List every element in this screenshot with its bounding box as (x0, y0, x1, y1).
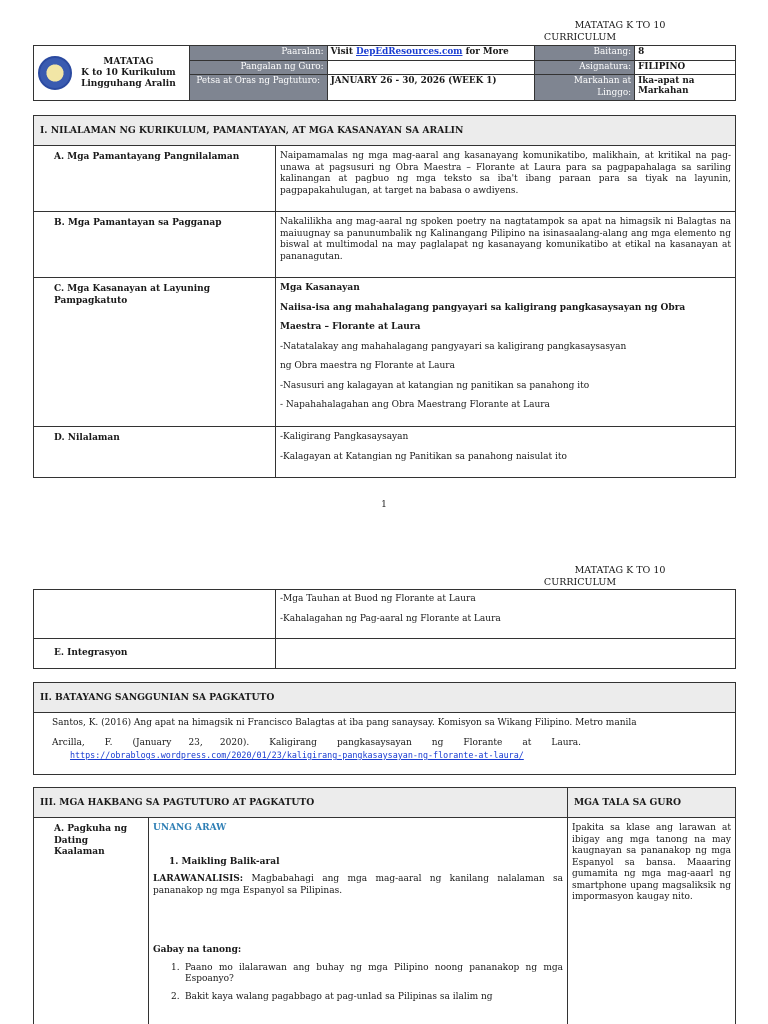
guro-label: Pangalan ng Guro: (189, 60, 327, 75)
kasanayan-label: C. Mga Kasanayan at Layuning Pampagkatuto (34, 278, 276, 427)
integrasyon-value (276, 639, 736, 669)
kasanayan-line: -Nasusuri ang kalagayan at katangian ng panitikan sa panahong ito (280, 380, 590, 391)
kasanayan-line: Naiisa-isa ang mahahalagang pangyayari sa kaligirang pangkasaysayan ng Obra (280, 302, 686, 313)
notes-title: MGA TALA SA GURO (568, 788, 736, 818)
section2-table (33, 682, 736, 775)
guro-value (327, 60, 535, 75)
deped-seal-icon (38, 56, 72, 90)
list-item: 1. Paano mo ilalarawan ang buhay ng mga Pilipino noong pananakop ng mga Espoanyo? (171, 962, 563, 984)
logo-title-1: MATATAG (103, 56, 154, 67)
list-item: 2. Bakit kaya walang pagabbago at pag-unlad sa Pilipinas sa ilalim ng (171, 991, 493, 1002)
page-number: 1 (381, 500, 387, 510)
pagkuha-label: A. Pagkuha ng Dating Kaalaman (34, 818, 149, 1024)
kasanayan-line: Mga Kasanayan (280, 283, 360, 293)
nilalaman-line: -Kalagayan at Katangian ng Panitikan sa panahong naisulat ito (280, 451, 567, 462)
pamantayang-pangnilalaman-label: A. Mga Pamantayang Pangnilalaman (34, 146, 276, 212)
curriculum-line1: MATATAG K TO 10 (574, 20, 666, 31)
section2-title: II. BATAYANG SANGGUNIAN SA PAGKATUTO (34, 683, 736, 713)
logo-title-2: K to 10 Kurikulum (81, 67, 176, 78)
asignatura-label: Asignatura: (535, 60, 635, 75)
nilalaman-line: -Mga Tauhan at Buod ng Florante at Laura (280, 594, 476, 604)
kasanayan-line: - Napahahalagahan ang Obra Maestrang Florante at Laura (280, 400, 550, 410)
baitang-label: Baitang: (535, 46, 635, 61)
petsa-value: JANUARY 26 - 30, 2026 (WEEK 1) (327, 75, 535, 101)
integrasyon-label: E. Integrasyon (34, 639, 276, 669)
curriculum-line1: MATATAG K TO 10 (574, 565, 666, 576)
reference-2: Arcilla, F. (January 23, 2020). Kaligirang pangkasaysayan ng Florante at Laura. (52, 738, 582, 748)
markahan-value: Ika-apat na Markahan (635, 75, 736, 101)
gabay-heading: Gabay na tanong: (153, 945, 242, 955)
kasanayan-line: ng Obra maestra ng Florante at Laura (280, 361, 455, 371)
unang-araw-heading: UNANG ARAW (153, 823, 227, 833)
balik-aral-item: 1. Maikling Balik-aral (169, 856, 280, 867)
logo-title-3: Lingguhang Aralin (81, 78, 176, 89)
curriculum-line2: CURRICULUM (543, 32, 617, 43)
nilalaman-line: -Kahalagahan ng Pag-aaral ng Florante at Laura (280, 613, 501, 624)
pamantayan-pagganap-text: Nakalilikha ang mag-aaral ng spoken poetry na nagtatampok sa apat na himagsik ni Balagtas na maiuugnay sa panunumbalik ng Kalinangang Pilipino na isinasaalang-alang ang mga elemento ng biswal at multimodal na may paglalapat ng kasanayang komunikatibo at etikal na kasanayan at pananagutan. (276, 212, 736, 278)
reference-2-link[interactable]: https://obrablogs.wordpress.com/2020/01/23/kaligirang-pangkasaysayan-ng-florante-at-laura/ (70, 750, 524, 760)
asignatura-value: FILIPINO (635, 60, 736, 75)
pamantayan-pagganap-label: B. Mga Pamantayan sa Pagganap (34, 212, 276, 278)
continuation-table (33, 589, 736, 669)
reference-1: Santos, K. (2016) Ang apat na himagsik ni Francisco Balagtas at iba pang sanaysay. Komisyon sa Wikang Filipino. Metro manila (52, 718, 637, 728)
paaralan-label: Paaralan: (189, 46, 327, 61)
header-table (33, 45, 736, 101)
curriculum-header (470, 565, 710, 589)
petsa-label: Petsa at Oras ng Pagtuturo: (189, 75, 327, 101)
nilalaman-content (276, 427, 736, 478)
pamantayang-pangnilalaman-text: Naipamamalas ng mga mag-aaral ang kasanayang komunikatibo, malikhain, at kritikal na pag-unawa at pagsusuri ng Obra Maestra – Florante at Laura para sa pagpapahalaga sa sariling kalinangan at pagbuo ng mga teksto sa iba't ibang paraan para sa tiyak na layunin, pagpapakahulugan, at target na babasa o awdiyens. (276, 146, 736, 212)
guide-questions (153, 963, 563, 1004)
baitang-value: 8 (635, 46, 736, 61)
logo-cell (34, 46, 190, 101)
nilalaman-cont (276, 590, 736, 639)
markahan-label: Markahan at Linggo: (535, 75, 635, 101)
curriculum-header (470, 20, 710, 44)
section1-title: I. NILALAMAN NG KURIKULUM, PAMANTAYAN, AT MGA KASANAYAN SA ARALIN (34, 116, 736, 146)
depedresources-link[interactable]: DepEdResources.com (356, 47, 463, 57)
kasanayan-content (276, 278, 736, 427)
nilalaman-line: -Kaligirang Pangkasaysayan (280, 432, 409, 442)
curriculum-line2: CURRICULUM (543, 577, 617, 588)
empty-label-cell (34, 590, 276, 639)
section3-table (33, 787, 736, 1024)
section1-table (33, 115, 736, 478)
section3-title: III. MGA HAKBANG SA PAGTUTURO AT PAGKATUTO (34, 788, 568, 818)
larawanalisis-text: LARAWANALISIS: Magbabahagi ang mga mag-aaral ng kanilang nalalaman sa pananakop ng mga Espanyol sa Pilipinas. (153, 874, 563, 896)
references-cell (34, 713, 736, 775)
paaralan-value: Visit DepEdResources.com for More (327, 46, 535, 61)
kasanayan-line: Maestra – Florante at Laura (280, 322, 421, 332)
nilalaman-label: D. Nilalaman (34, 427, 276, 478)
kasanayan-line: -Natatalakay ang mahahalagang pangyayari sa kaligirang pangkasaysasyan (280, 341, 627, 352)
pagkuha-content (149, 818, 568, 1024)
notes-content: Ipakita sa klase ang larawan at ibigay ang mga tanong na may kaugnayan sa pananakop ng mga Espanyol sa bansa. Maaaring gumamita ng mga mag-aaarl ng smartphone upang magsaliksik ng impormasyon kaugay nito. (568, 818, 736, 1024)
